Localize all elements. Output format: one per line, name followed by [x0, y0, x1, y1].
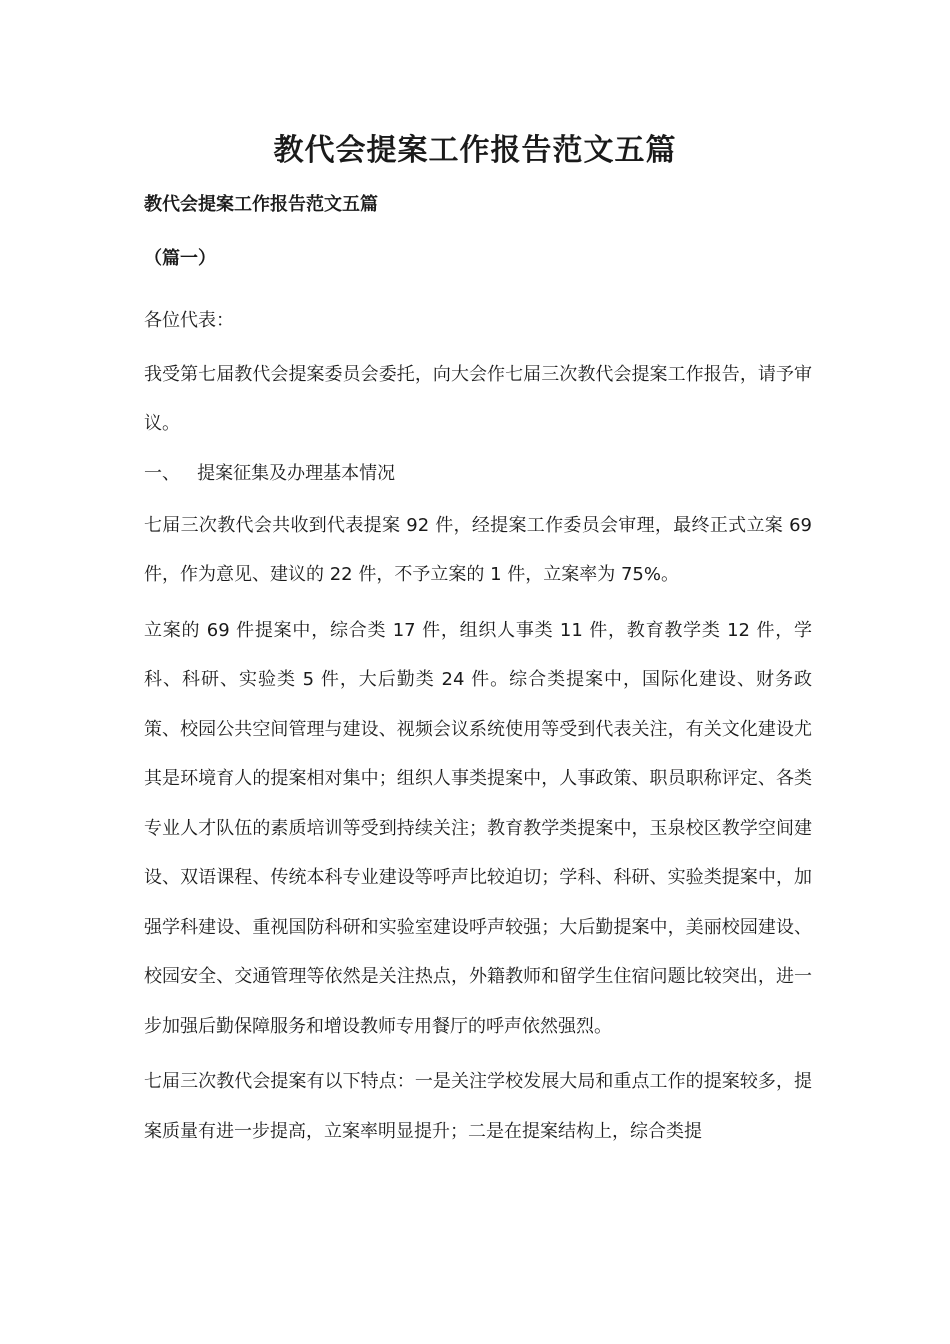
document-title: 教代会提案工作报告范文五篇 — [273, 133, 677, 168]
document-subtitle: 教代会提案工作报告范文五篇 — [144, 194, 378, 215]
paragraph-statistics: 七届三次教代会共收到代表提案 92 件，经提案工作委员会审理，最终正式立案 69 件，作为意见、建议的 22 件，不予立案的 1 件，立案率为 75%。 — [144, 514, 812, 585]
part-label: （篇一） — [144, 248, 216, 269]
paragraph-categories: 立案的 69 件提案中，综合类 17 件，组织人事类 11 件，教育教学类 12 件，学科、科研、实验类 5 件，大后勤类 24 件。综合类提案中，国际化建设、财务政策、校园公共空间管理与建设、视频会议系统使用等受到代表关注，有关文化建设尤其是环境育人的提案相对集中；组织人事类提案中，人事政策、职员职称评定、各类专业人才队伍的素质培训等受到持续关注；教育教学类提案中，玉泉校区教学空间建设、双语课程、传统本科专业建设等呼声比较迫切；学科、科研、实验类提案中，加强学科建设、重视国防科研和实验室建设呼声较强；大后勤提案中，美丽校园建设、校园安全、交通管理等依然是关注热点，外籍教师和留学生住宿问题比较突出，进一步加强后勤保障服务和增设教师专用餐厅的呼声依然强烈。 — [144, 619, 812, 1037]
document-body — [144, 190, 812, 1162]
paragraph-features: 七届三次教代会提案有以下特点：一是关注学校发展大局和重点工作的提案较多，提案质量有进一步提高，立案率明显提升；二是在提案结构上，综合类提 — [144, 1071, 812, 1142]
section-heading: 一、 提案征集及办理基本情况 — [144, 462, 396, 484]
paragraph-intro: 我受第七届教代会提案委员会委托，向大会作七届三次教代会提案工作报告，请予审议。 — [144, 363, 812, 434]
greeting: 各位代表： — [144, 310, 234, 331]
